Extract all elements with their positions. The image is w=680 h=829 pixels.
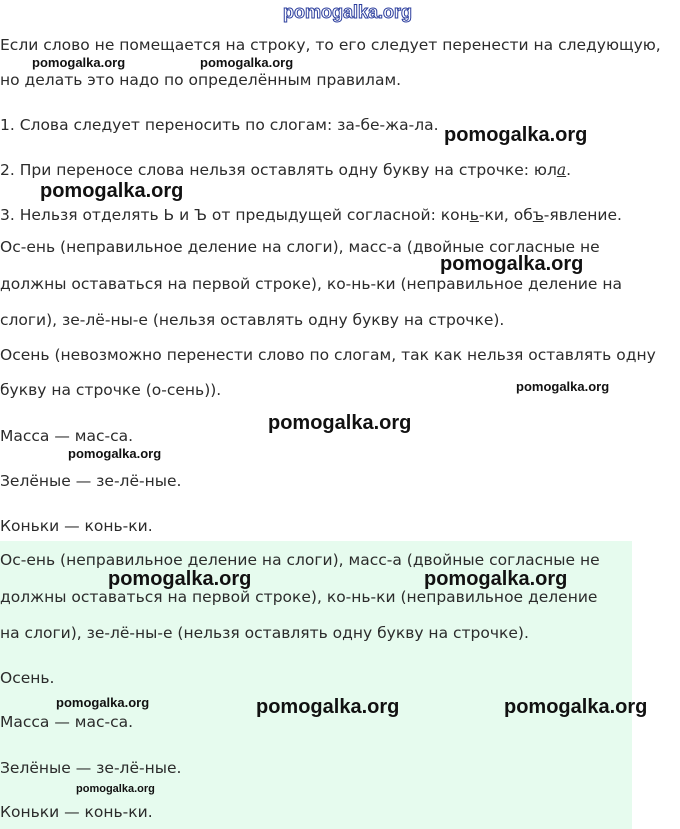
answer-line-1: Ос-ень (неправильное деление на слоги), масс-а (двойные согласные не [0, 551, 600, 569]
intro-line-2: но делать это надо по определённым правилам. [0, 71, 402, 89]
answer-line-3: на слоги), зе-лё-ны-е (нельзя оставлять одну букву на строчке). [0, 624, 529, 642]
explanation-line-4: Осень (невозможно перенести слово по слогам, так как нельзя оставлять одну [0, 346, 656, 364]
watermark-large: pomogalka.org [440, 253, 584, 275]
watermark-small: pomogalka.org [68, 446, 162, 461]
watermark-top: pomogalka.org [283, 2, 413, 22]
answer-line-4: Осень. [0, 669, 55, 687]
watermark-large: pomogalka.org [256, 696, 400, 718]
explanation-line-1: Ос-ень (неправильное деление на слоги), масс-а (двойные согласные не [0, 238, 600, 256]
example-zelenye: Зелёные — зе-лё-ные. [0, 472, 182, 490]
rule-3: 3. Нельзя отделять Ь и Ъ от предыдущей согласной: конь-ки, объ-явление. [0, 206, 622, 224]
rule-3-soft-sign: ь [469, 206, 479, 224]
answer-line-6: Зелёные — зе-лё-ные. [0, 759, 182, 777]
watermark-small: pomogalka.org [516, 379, 610, 394]
watermark-large: pomogalka.org [504, 696, 648, 718]
rule-2: 2. При переносе слова нельзя оставлять одну букву на строчке: юла. [0, 161, 572, 179]
watermark-large: pomogalka.org [444, 124, 588, 146]
answer-line-7: Коньки — конь-ки. [0, 803, 153, 821]
example-konki: Коньки — конь-ки. [0, 517, 153, 535]
answer-line-2: должны оставаться на первой строке), ко-нь-ки (неправильное деление [0, 588, 598, 606]
watermark-small: pomogalka.org [76, 783, 155, 795]
intro-line-1: Если слово не помещается на строку, то его следует перенести на следующую, [0, 36, 661, 54]
watermark-large: pomogalka.org [108, 568, 252, 590]
watermark-small: pomogalka.org [200, 55, 294, 70]
watermark-large: pomogalka.org [424, 568, 568, 590]
watermark-large: pomogalka.org [268, 412, 412, 434]
explanation-line-5: букву на строчке (о-сень)). [0, 381, 222, 399]
explanation-line-3: слоги), зе-лё-ны-е (нельзя оставлять одну букву на строчке). [0, 311, 505, 329]
rule-1: 1. Слова следует переносить по слогам: за-бе-жа-ла. [0, 116, 439, 134]
rule-2-highlight: а [556, 161, 567, 179]
explanation-line-2: должны оставаться на первой строке), ко-нь-ки (неправильное деление на [0, 275, 623, 293]
example-massa: Масса — мас-са. [0, 427, 134, 445]
rule-3-hard-sign: ъ [532, 206, 544, 224]
answer-line-5: Масса — мас-са. [0, 713, 134, 731]
watermark-large: pomogalka.org [40, 180, 184, 202]
watermark-small: pomogalka.org [32, 55, 126, 70]
watermark-small: pomogalka.org [56, 695, 150, 710]
